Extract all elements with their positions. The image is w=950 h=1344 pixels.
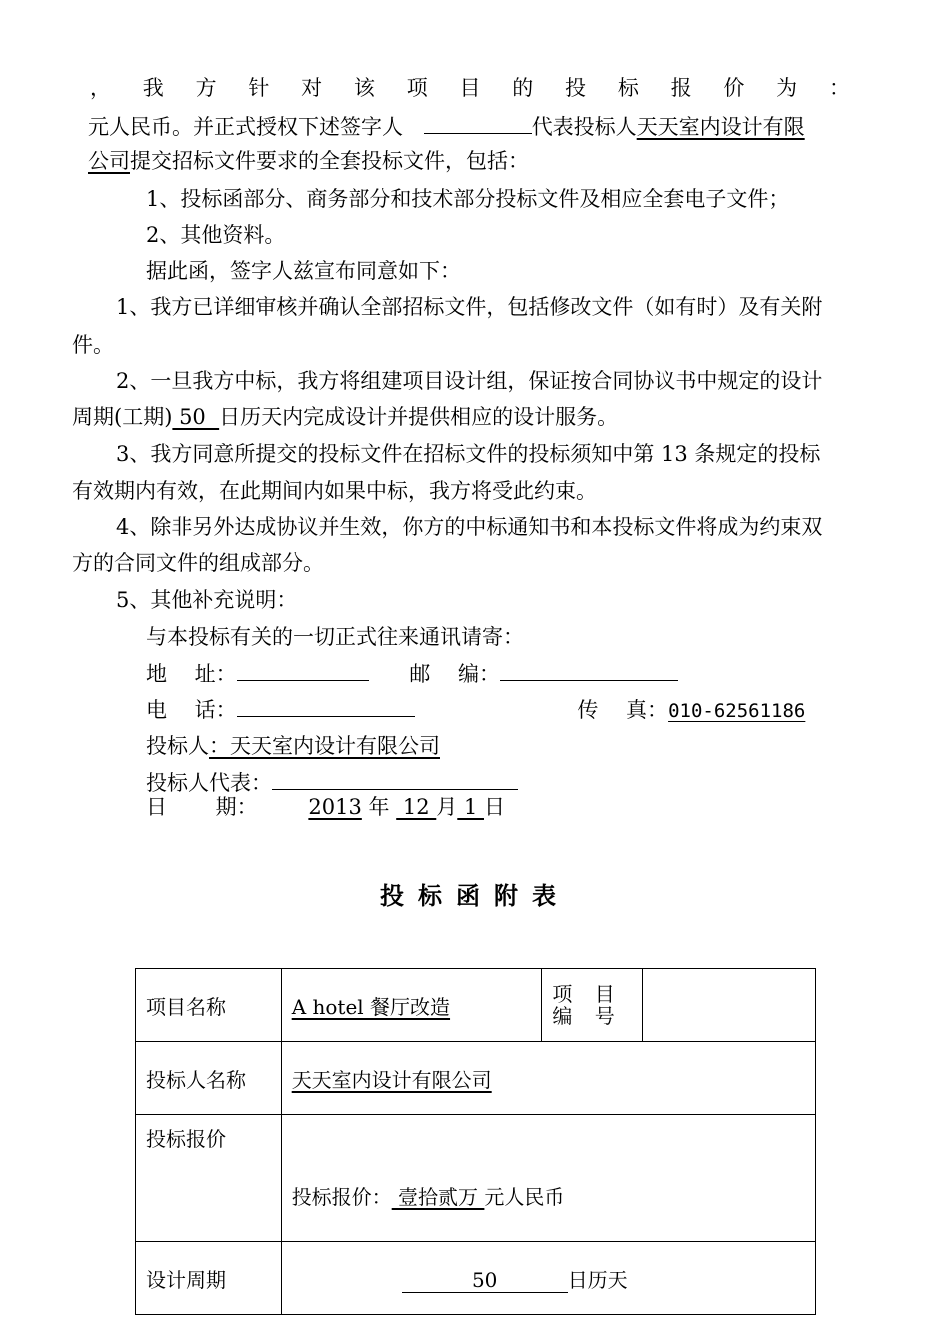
project-name-label: 项目名称 bbox=[136, 969, 282, 1042]
clause-5: 5、其他补充说明： bbox=[116, 588, 298, 612]
company-name: 天天室内设计有限 bbox=[636, 115, 805, 139]
address-label: 地 址： bbox=[146, 662, 237, 686]
text: 日历天内完成设计并提供相应的设计服务。 bbox=[219, 405, 619, 429]
letter-line-1 bbox=[90, 73, 850, 103]
char: 标 bbox=[617, 76, 639, 100]
bidder-name-value bbox=[281, 1042, 815, 1115]
char: 项 bbox=[406, 76, 428, 100]
contact-intro: 与本投标有关的一切正式往来通讯请寄： bbox=[146, 625, 524, 649]
postcode-label: 邮 编： bbox=[409, 662, 501, 686]
phone-blank bbox=[237, 694, 415, 717]
project-no-text: 项 目 编 号 bbox=[552, 982, 623, 1028]
bidder-name-text: 天天室内设计有限公司 bbox=[291, 1067, 492, 1092]
period-value bbox=[281, 1242, 815, 1315]
price-unit: 元人民币 bbox=[484, 1184, 565, 1209]
representative-blank bbox=[272, 767, 518, 790]
char: 报 bbox=[670, 76, 692, 100]
bidder-name-label: 投标人名称 bbox=[136, 1042, 282, 1115]
postcode-blank bbox=[500, 658, 678, 681]
char: 投 bbox=[565, 76, 587, 100]
text: 代表投标人 bbox=[531, 115, 637, 139]
address-row bbox=[146, 658, 850, 688]
date-day: 1 bbox=[457, 795, 484, 819]
clause-1: 1、我方已详细审核并确认全部招标文件，包括修改文件（如有时）及有关附 bbox=[116, 295, 823, 319]
list-item: 1、投标函部分、商务部分和技术部分投标文件及相应全套电子文件； bbox=[146, 187, 790, 211]
clause-3-cont: 有效期内有效，在此期间内如果中标，我方将受此约束。 bbox=[72, 479, 597, 503]
clause-4-cont: 方的合同文件的组成部分。 bbox=[72, 551, 324, 575]
representative-label: 投标人代表： bbox=[146, 771, 272, 795]
table-row bbox=[136, 1242, 816, 1315]
appendix-table bbox=[135, 968, 816, 1315]
date-month: 12 bbox=[396, 795, 437, 819]
table-row bbox=[136, 969, 816, 1042]
letter-line-2 bbox=[88, 111, 866, 141]
price-prefix: 投标报价： bbox=[291, 1184, 392, 1209]
char: 该 bbox=[353, 76, 375, 100]
price-amount: 壹拾贰万 bbox=[391, 1184, 485, 1209]
date-row bbox=[146, 792, 850, 822]
appendix-title: 投标函附表 bbox=[380, 882, 570, 910]
company-name-tail: 公司 bbox=[88, 149, 130, 173]
date-year-unit: 年 bbox=[368, 795, 390, 819]
char: ： bbox=[828, 76, 850, 100]
char: 针 bbox=[248, 76, 270, 100]
date-month-unit: 月 bbox=[436, 795, 458, 819]
declaration: 据此函，签字人兹宣布同意如下： bbox=[146, 259, 461, 283]
project-no-label bbox=[542, 969, 643, 1042]
project-no-value bbox=[643, 969, 816, 1042]
char: ， bbox=[90, 76, 111, 100]
bidder-row bbox=[146, 731, 850, 761]
period-days: 50 bbox=[402, 1268, 568, 1293]
fax-value: 010-62561186 bbox=[668, 700, 806, 722]
phone-label: 电 话： bbox=[146, 698, 237, 722]
table-row bbox=[136, 1042, 816, 1115]
list-item: 2、其他资料。 bbox=[146, 223, 286, 247]
period-label: 设计周期 bbox=[136, 1242, 282, 1315]
char: 价 bbox=[723, 76, 745, 100]
char: 我 bbox=[142, 76, 164, 100]
clause-1-cont: 件。 bbox=[72, 333, 114, 357]
period-unit: 日历天 bbox=[567, 1267, 628, 1292]
price-label: 投标报价 bbox=[136, 1115, 282, 1242]
clause-2: 2、一旦我方中标，我方将组建项目设计组，保证按合同协议书中规定的设计 bbox=[116, 369, 823, 393]
bidder-label: 投标人 bbox=[146, 734, 209, 758]
price-value bbox=[281, 1115, 815, 1242]
clause-3: 3、我方同意所提交的投标文件在招标文件的投标须知中第 13 条规定的投标 bbox=[116, 442, 821, 466]
address-blank bbox=[237, 658, 369, 681]
char: 目 bbox=[459, 76, 481, 100]
date-label: 日 期： bbox=[146, 795, 258, 819]
bidder-value: ：天天室内设计有限公司 bbox=[209, 734, 440, 758]
char: 的 bbox=[512, 76, 534, 100]
days-value: 50 bbox=[172, 405, 220, 429]
char: 对 bbox=[301, 76, 323, 100]
table-row bbox=[136, 1115, 816, 1242]
char: 为 bbox=[776, 76, 798, 100]
clause-4: 4、除非另外达成协议并生效，你方的中标通知书和本投标文件将成为约束双 bbox=[116, 515, 823, 539]
text: 提交招标文件要求的全套投标文件，包括： bbox=[130, 149, 529, 173]
date-day-unit: 日 bbox=[484, 795, 505, 819]
char: 方 bbox=[195, 76, 217, 100]
signatory-blank bbox=[424, 111, 532, 134]
fax-label: 传 真： bbox=[577, 698, 669, 722]
project-name-text: A hotel 餐厅改造 bbox=[291, 994, 451, 1019]
clause-2-cont bbox=[72, 402, 850, 432]
project-name-value bbox=[281, 969, 542, 1042]
text: 周期(工期) bbox=[72, 405, 173, 429]
date-year: 2013 bbox=[308, 795, 362, 819]
phone-row bbox=[146, 694, 850, 724]
letter-line-3 bbox=[88, 146, 866, 176]
text: 元人民币。并正式授权下述签字人 bbox=[88, 115, 403, 139]
